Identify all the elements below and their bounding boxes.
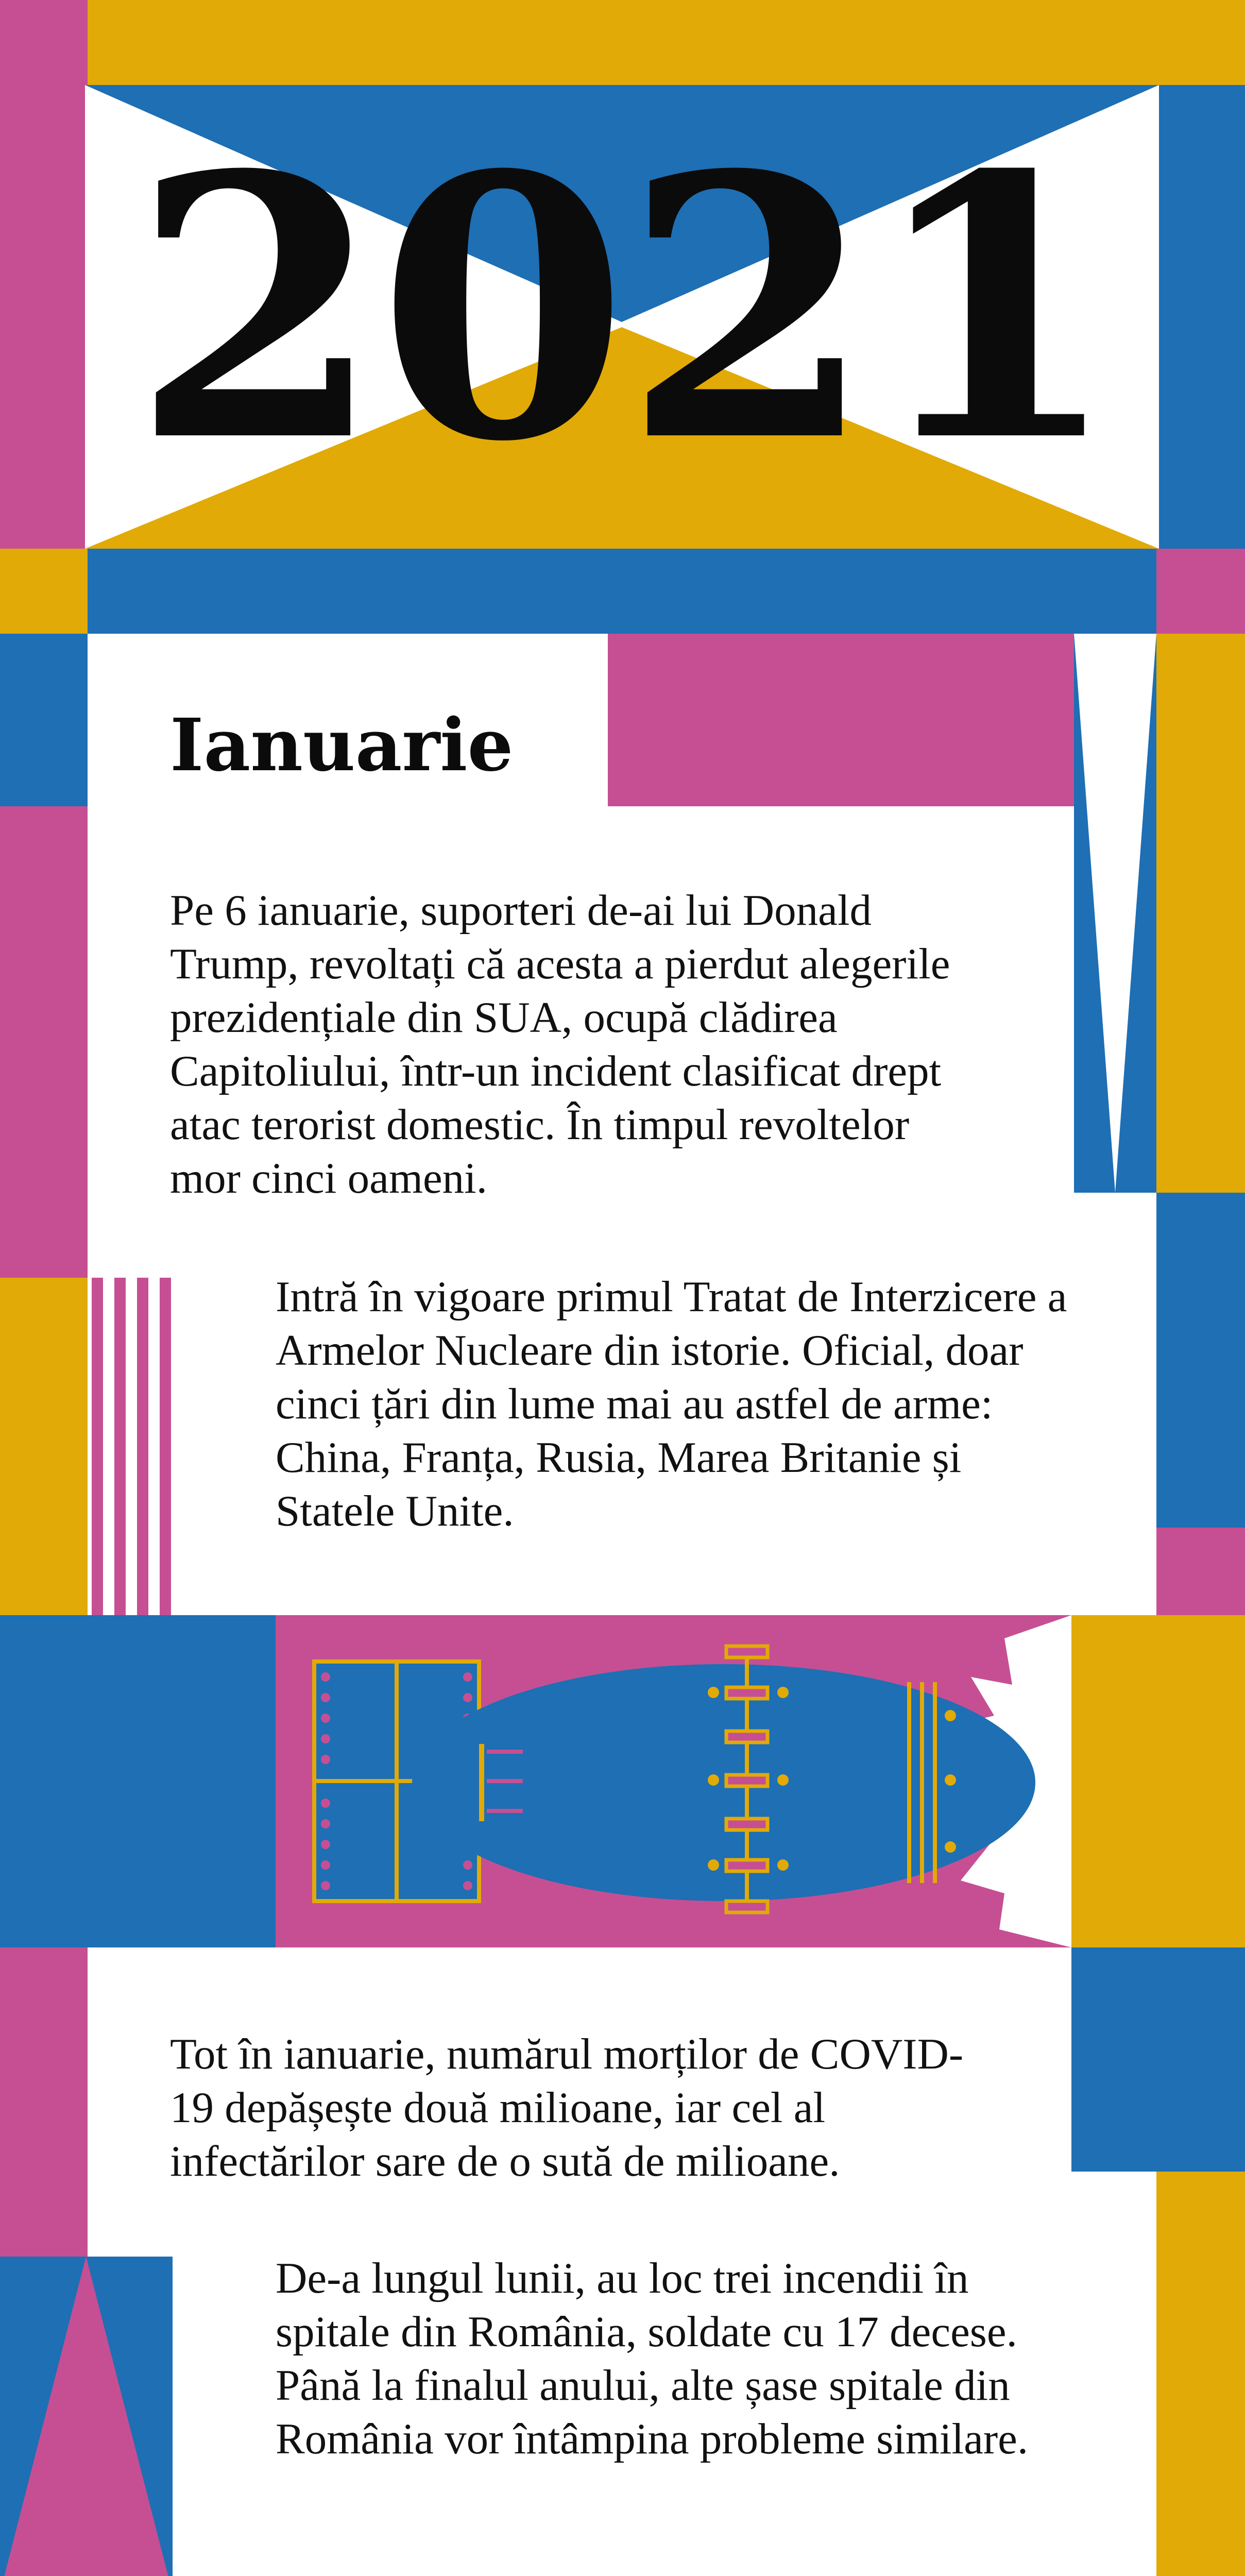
header-right-strip bbox=[1156, 85, 1245, 549]
deco-right-yellow-2 bbox=[1071, 1615, 1245, 1947]
deco-right-yellow-3 bbox=[1156, 2172, 1245, 2576]
deco-left-yellow-1 bbox=[0, 549, 88, 634]
deco-right-spike bbox=[1074, 634, 1156, 1193]
deco-right-pink-2 bbox=[1156, 1528, 1245, 1615]
deco-left-blue-1 bbox=[0, 634, 88, 806]
deco-right-yellow-1 bbox=[1156, 634, 1245, 1193]
year-heading: 2021 bbox=[131, 97, 1115, 521]
deco-right-pink-1 bbox=[1156, 549, 1245, 634]
header-bottom-band bbox=[85, 549, 1159, 634]
deco-left-yellow-2 bbox=[0, 1278, 88, 1615]
deco-left-stripes bbox=[88, 1278, 173, 1615]
paragraph-covid: Tot în ianuarie, numărul morților de COVID-19 depășește două milioane, iar cel al infectărilor sare de o sută de milioane. bbox=[170, 2030, 964, 2185]
deco-left-bottom-triangle bbox=[0, 2257, 173, 2576]
deco-right-blue-2 bbox=[1071, 1947, 1245, 2172]
deco-left-pink-2 bbox=[0, 806, 88, 1278]
deco-left-pink-3 bbox=[0, 1947, 88, 2257]
month-heading: Ianuarie bbox=[170, 703, 514, 788]
header-left-strip bbox=[0, 0, 88, 549]
header-top-band bbox=[0, 0, 1245, 88]
nuclear-bomb-illustration bbox=[276, 1615, 1071, 1947]
paragraph-hospital-fires: De-a lungul lunii, au loc trei incendii în spitale din România, soldate cu 17 decese. Până la finalul anului, alte șase spitale din România vor întâmpina probleme similare. bbox=[276, 2254, 1029, 2463]
deco-right-blue-1 bbox=[1156, 1193, 1245, 1528]
paragraph-capitol: Pe 6 ianuarie, suporteri de-ai lui Donald Trump, revoltați că acesta a pierdut alegerile prezidențiale din SUA, ocupă clădirea Capitoliului, într-un incident clasificat drept atac terorist domestic. În timpul revoltelor mor cinci oameni. bbox=[170, 886, 950, 1202]
month-banner bbox=[608, 634, 1074, 806]
deco-left-blue-2 bbox=[0, 1615, 276, 1947]
paragraph-nuclear-treaty: Intră în vigoare primul Tratat de Interzicere a Armelor Nucleare din istorie. Oficial, doar cinci țări din lume mai au astfel de arme: China, Franța, Rusia, Marea Britanie și Statele Unite. bbox=[276, 1273, 1067, 1535]
